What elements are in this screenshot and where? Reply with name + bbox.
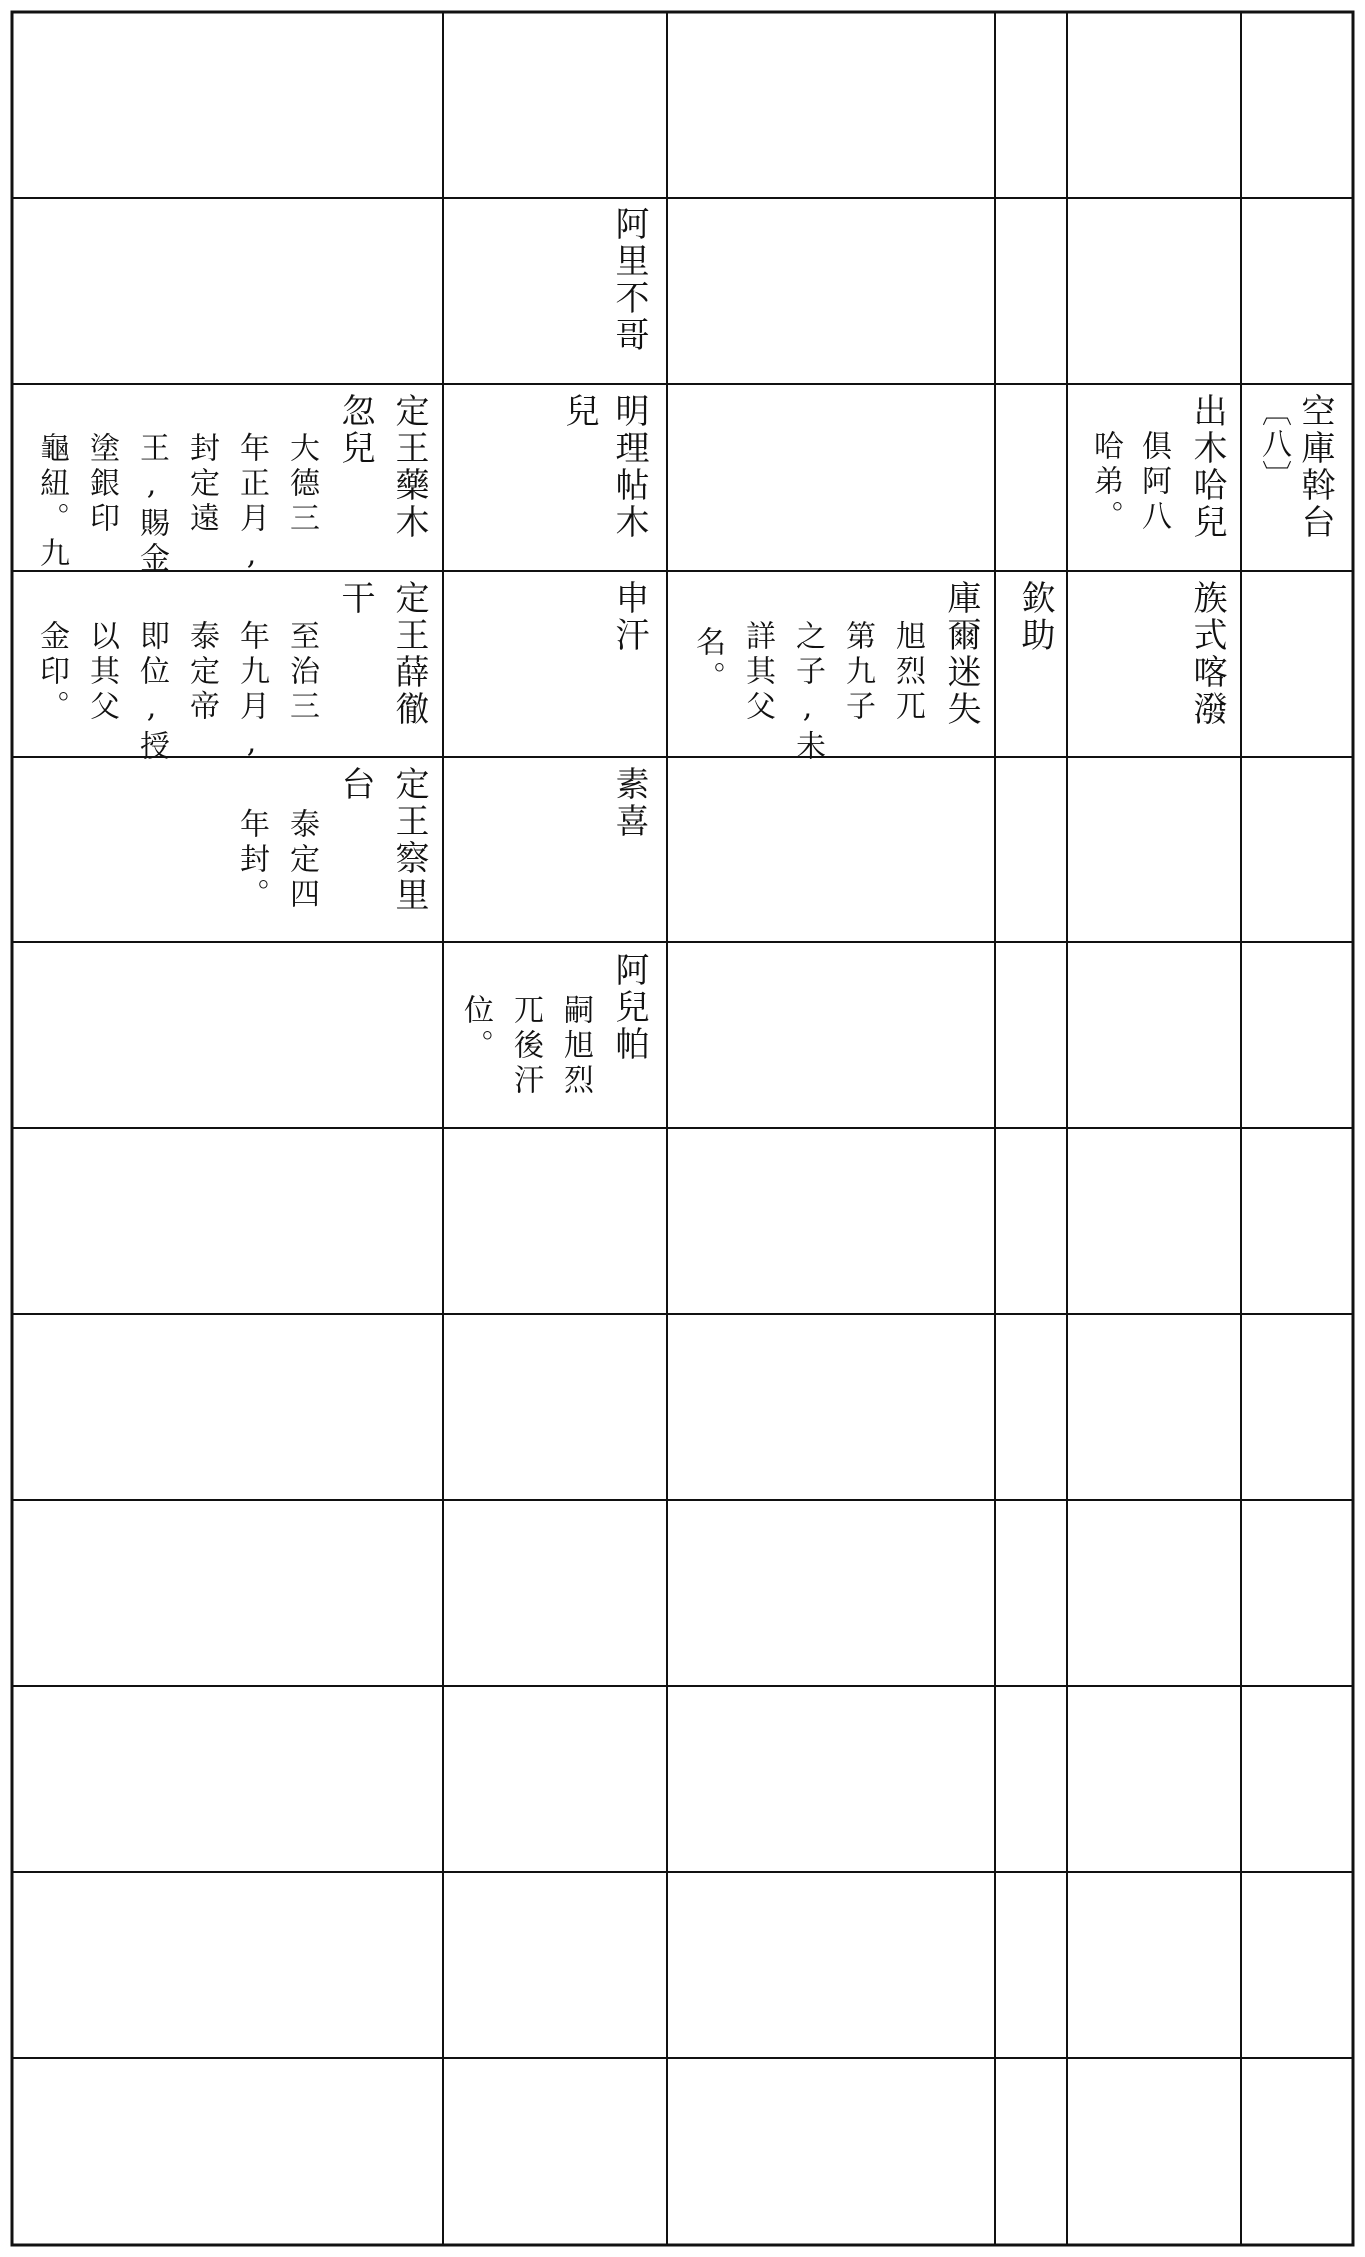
annotation-note-marker: 〔八〕 [1256, 396, 1291, 492]
note-line: 第九子 [840, 620, 875, 725]
note-line: 之子,未 [790, 620, 825, 765]
name-qinzhu: 欽助 [1015, 580, 1055, 654]
name-dingwang-xueche: 定王薛徹 [389, 580, 429, 728]
name-mingli-tiemu: 明理帖木 [609, 393, 649, 541]
note-line: 年封。 [234, 808, 269, 913]
name-suffix: 兒 [559, 393, 599, 430]
note-line: 龜紐。九 [34, 432, 69, 572]
name-ali-buge: 阿里不哥 [609, 206, 649, 354]
note-line: 至治三 [284, 620, 319, 725]
name-chumu-haer: 出木哈兒 [1187, 393, 1227, 541]
name-suffix: 台 [335, 766, 375, 803]
name-suffix: 干 [335, 580, 375, 617]
name-kuer-mishi: 庫爾迷失 [941, 580, 981, 728]
name-suxi: 素喜 [609, 766, 649, 840]
note-line: 兀後汗 [508, 994, 543, 1099]
name-dingwang-chali: 定王察里 [389, 766, 429, 914]
note-line: 旭烈兀 [890, 620, 925, 725]
note-line: 金印。 [34, 620, 69, 725]
name-kongku-wotai: 空庫斡台 [1295, 393, 1335, 541]
note-line: 即位,授 [134, 620, 169, 765]
note-line: 俱阿八 [1136, 430, 1171, 535]
note-line: 王,賜金 [134, 432, 169, 577]
name-zushi-kapo: 族式喀潑 [1187, 580, 1227, 728]
note-line: 年九月, [234, 620, 269, 765]
note-line: 泰定帝 [184, 620, 219, 725]
note-line: 哈弟。 [1088, 430, 1123, 535]
note-line: 年正月, [234, 432, 269, 577]
note-line: 泰定四 [284, 808, 319, 913]
note-line: 名。 [690, 626, 725, 696]
note-line: 大德三 [284, 432, 319, 537]
note-line: 塗銀印 [84, 432, 119, 537]
name-dingwang-yaomu: 定王藥木 [389, 393, 429, 541]
name-shen-han: 申汗 [609, 580, 649, 654]
name-suffix: 忽兒 [335, 393, 375, 467]
note-line: 嗣旭烈 [558, 994, 593, 1099]
note-line: 以其父 [84, 620, 119, 725]
name-aer-pa: 阿兒帕 [609, 952, 649, 1063]
note-line: 位。 [458, 994, 493, 1064]
note-line: 詳其父 [740, 620, 775, 725]
note-line: 封定遠 [184, 432, 219, 537]
